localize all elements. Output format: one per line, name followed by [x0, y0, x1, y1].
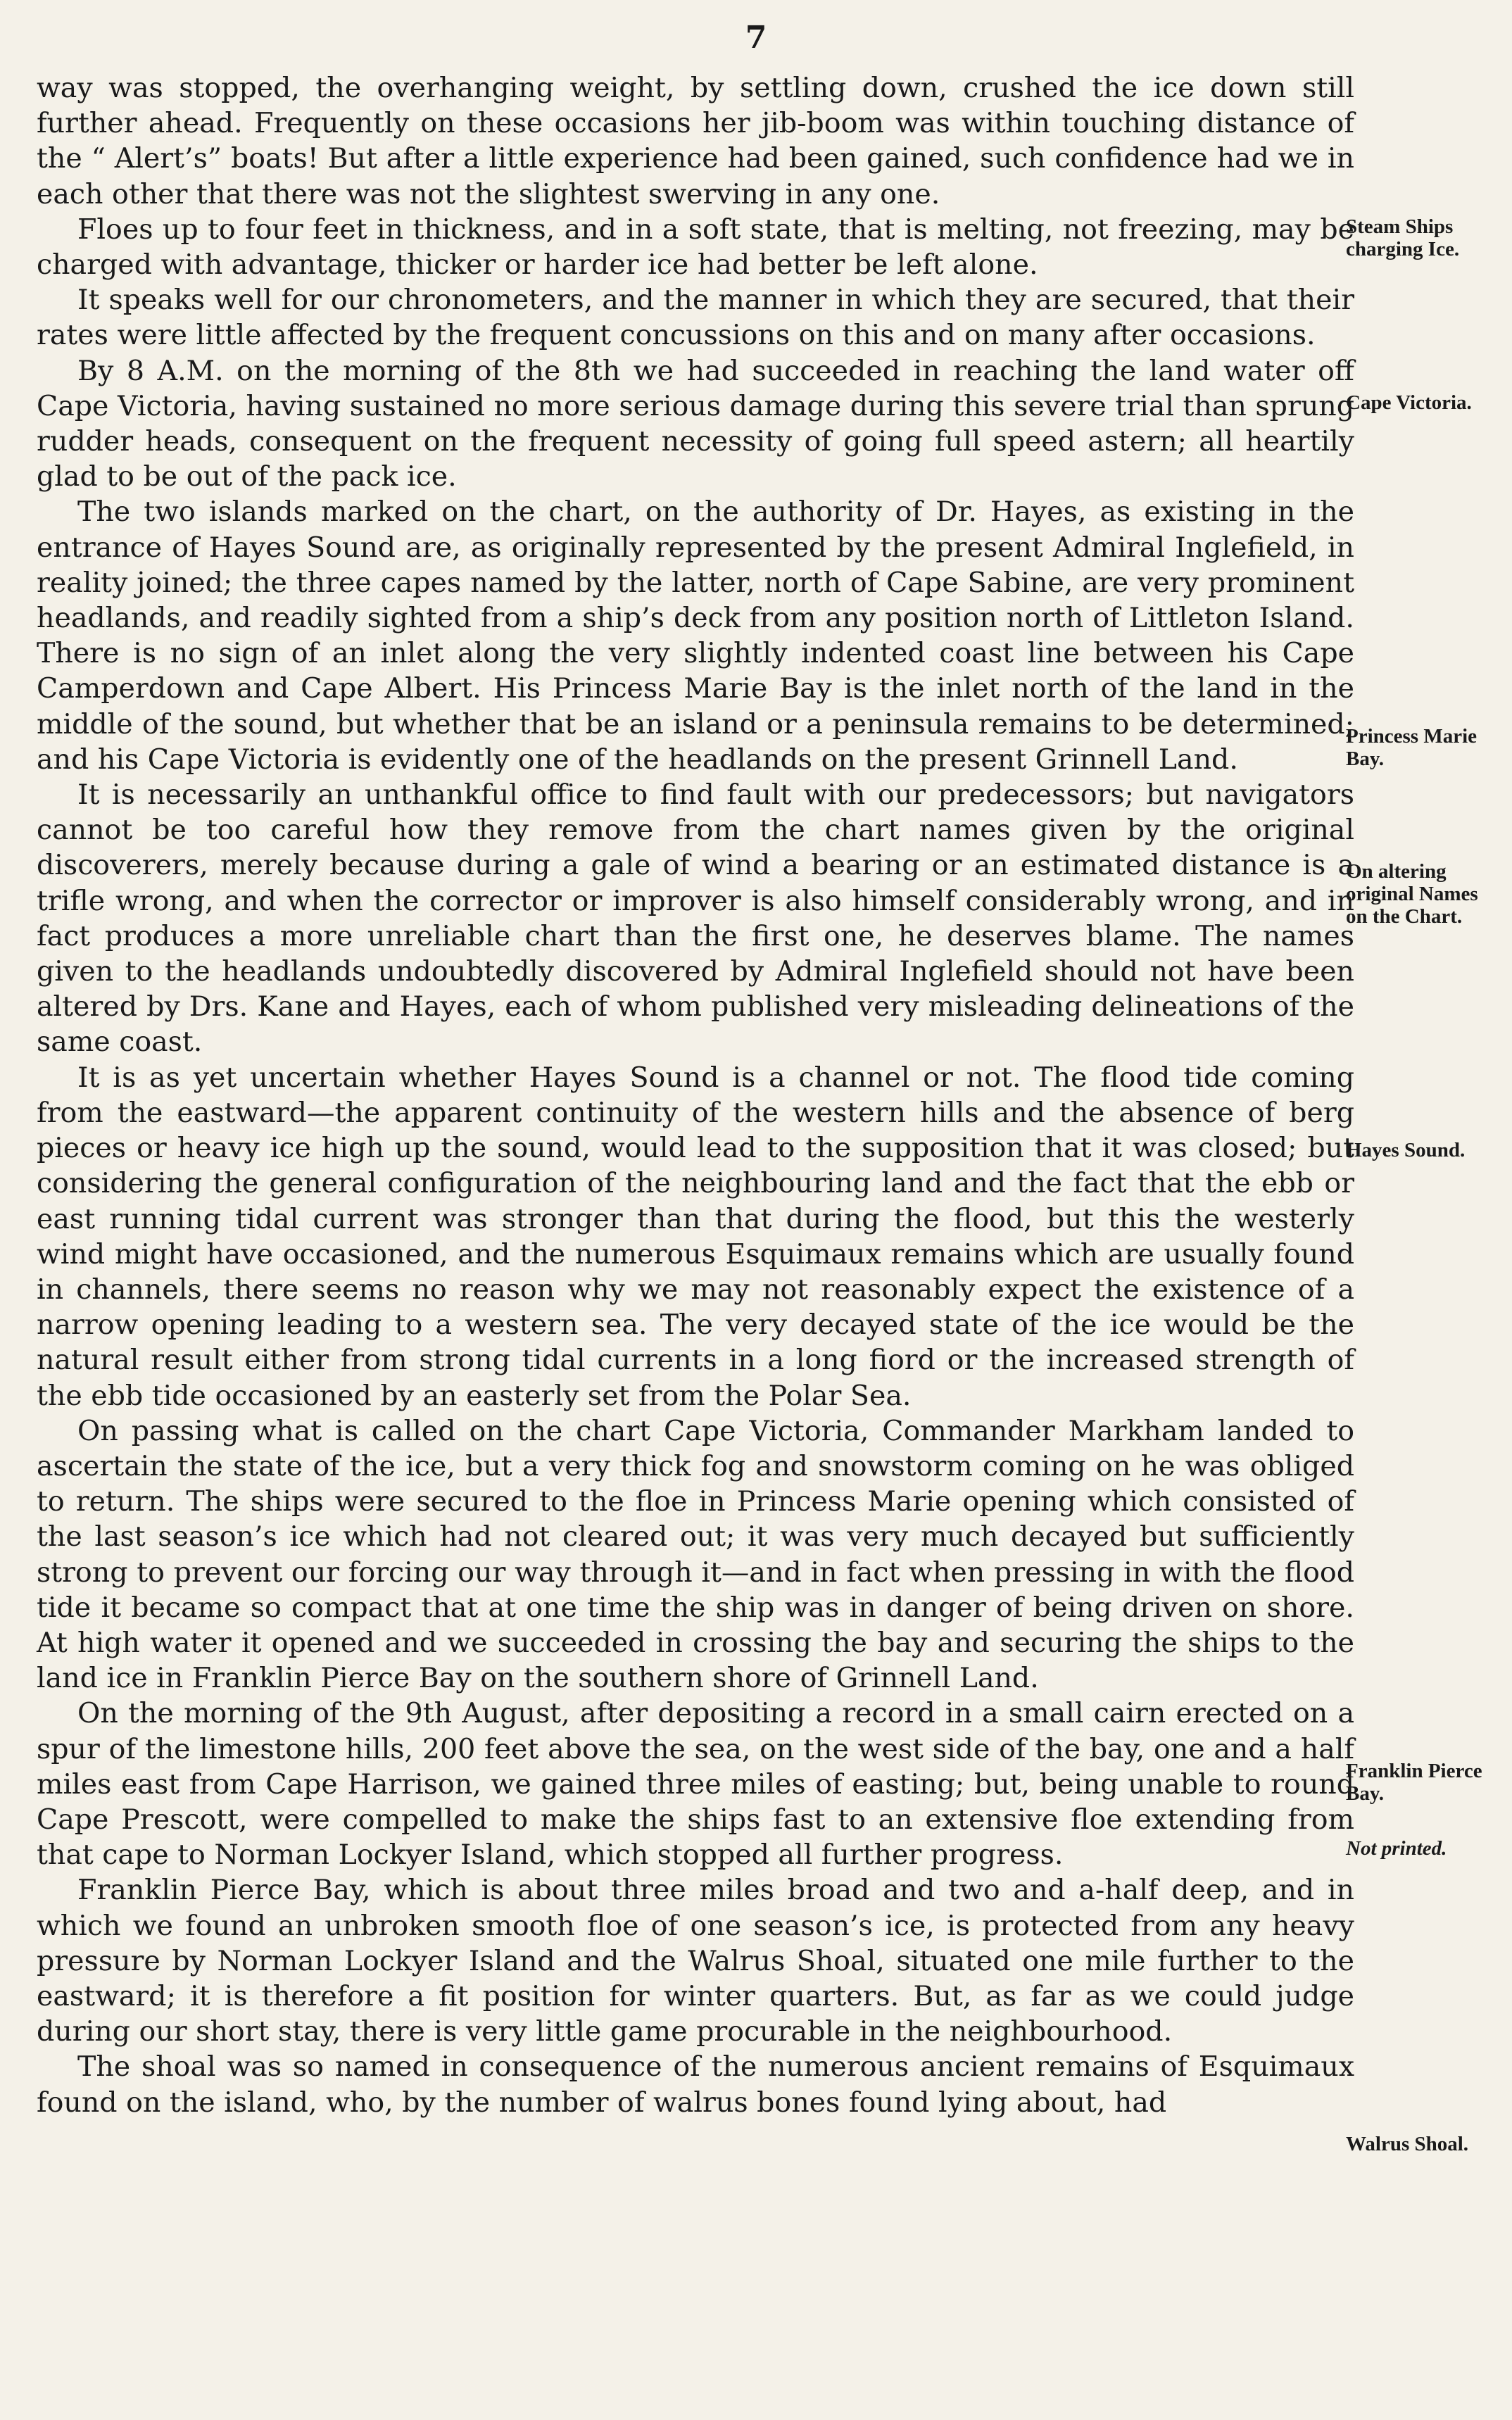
- paragraph: Floes up to four feet in thickness, and in a soft state, that is melting, not freezing, may be charged with advantage, thicker or harder ice had better be left alone.: [37, 213, 1354, 282]
- body-text: [37, 70, 1354, 2120]
- margin-note-altering-names: On altering original Names on the Chart.: [1346, 860, 1478, 928]
- paragraph: On passing what is called on the chart Cape Victoria, Commander Markham landed to ascertain the state of the ice, but a very thick fog and snowstorm coming on he was obliged to return. The ships were secured to the floe in Princess Marie opening which consisted of the last season’s ice which had not cleared out; it was very much decayed but sufficiently strong to prevent our forcing our way through it—and in fact when pressing in with the flood tide it became so compact that at one time the ship was in danger of being driven on shore. At high water it opened and we succeeded in crossing the bay and securing the ships to the land ice in Franklin Pierce Bay on the southern shore of Grinnell Land.: [37, 1414, 1354, 1695]
- margin-note-cape-victoria: Cape Victoria.: [1346, 391, 1472, 414]
- paragraph: On the morning of the 9th August, after depositing a record in a small cairn erected on a spur of the limestone hills, 200 feet above the sea, on the west side of the bay, one and a half miles east from Cape Harrison, we gained three miles of easting; but, being unable to round Cape Prescott, were compelled to make the ships fast to an extensive floe extending from that cape to Norman Lockyer Island, which stopped all further progress.: [37, 1697, 1354, 1872]
- paragraph: The two islands marked on the chart, on the authority of Dr. Hayes, as existing in the entrance of Hayes Sound are, as originally represented by the present Admiral Inglefield, in reality joined; the three capes named by the latter, north of Cape Sabine, are very prominent headlands, and readily sighted from a ship’s deck from any position north of Littleton Island. There is no sign of an inlet along the very slightly indented coast line between his Cape Camperdown and Cape Albert. His Princess Marie Bay is the inlet north of the land in the middle of the sound, but whether that be an island or a peninsula remains to be determined; and his Cape Victoria is evidently one of the headlands on the present Grinnell Land.: [37, 496, 1354, 776]
- paragraph: way was stopped, the overhanging weight, by settling down, crushed the ice down still further ahead. Frequently on these occasions her jib-boom was within touching distance of the “ Alert’s” boats! But after a little experience had been gained, such confidence had we in each other that there was not the slightest swerving in any one.: [37, 72, 1354, 210]
- margin-note-hayes-sound: Hayes Sound.: [1346, 1139, 1466, 1161]
- margin-note-steam-ships: Steam Ships charging Ice.: [1346, 215, 1460, 260]
- paragraph: It speaks well for our chronometers, and the manner in which they are secured, that their rates were little affected by the frequent concussions on this and on many after occasions.: [37, 284, 1354, 352]
- margin-note-franklin-pierce-bay: Franklin Pierce Bay.: [1346, 1760, 1482, 1805]
- paragraph: By 8 A.M. on the morning of the 8th we had succeeded in reaching the land water off Cape Victoria, having sustained no more serious damage during this severe trial than sprung rudder heads, consequent on the frequent necessity of going full speed astern; all heartily glad to be out of the pack ice.: [37, 354, 1354, 493]
- margin-note-princess-marie-bay: Princess Marie Bay.: [1346, 725, 1478, 770]
- margin-note-walrus-shoal: Walrus Shoal.: [1346, 2133, 1469, 2155]
- page-number: 7: [745, 20, 767, 56]
- margin-note-not-printed: Not printed.: [1346, 1837, 1447, 1860]
- paragraph: The shoal was so named in consequence of the numerous ancient remains of Esquimaux found on the island, who, by the number of walrus bones found lying about, had: [37, 2050, 1354, 2119]
- paragraph: It is necessarily an unthankful office to find fault with our predecessors; but navigators cannot be too careful how they remove from the chart names given by the original discoverers, merely because during a gale of wind a bearing or an estimated distance is a trifle wrong, and when the corrector or improver is also himself considerably wrong, and in fact produces a more unreliable chart than the first one, he deserves blame. The names given to the headlands undoubtedly discovered by Admiral Inglefield should not have been altered by Drs. Kane and Hayes, each of whom published very misleading delineations of the same coast.: [37, 779, 1354, 1059]
- paragraph: It is as yet uncertain whether Hayes Sound is a channel or not. The flood tide coming from the eastward—the apparent continuity of the western hills and the absence of berg pieces or heavy ice high up the sound, would lead to the supposition that it was closed; but considering the general configuration of the neighbouring land and the fact that the ebb or east running tidal current was stronger than that during the flood, but this the westerly wind might have occasioned, and the numerous Esquimaux remains which are usually found in channels, there seems no reason why we may not reasonably expect the existence of a narrow opening leading to a western sea. The very decayed state of the ice would be the natural result either from strong tidal currents in a long fiord or the increased strength of the ebb tide occasioned by an easterly set from the Polar Sea.: [37, 1061, 1354, 1412]
- paragraph: Franklin Pierce Bay, which is about three miles broad and two and a-half deep, and in which we found an unbroken smooth floe of one season’s ice, is protected from any heavy pressure by Norman Lockyer Island and the Walrus Shoal, situated one mile further to the eastward; it is therefore a fit position for winter quarters. But, as far as we could judge during our short stay, there is very little game procurable in the neighbourhood.: [37, 1874, 1354, 2048]
